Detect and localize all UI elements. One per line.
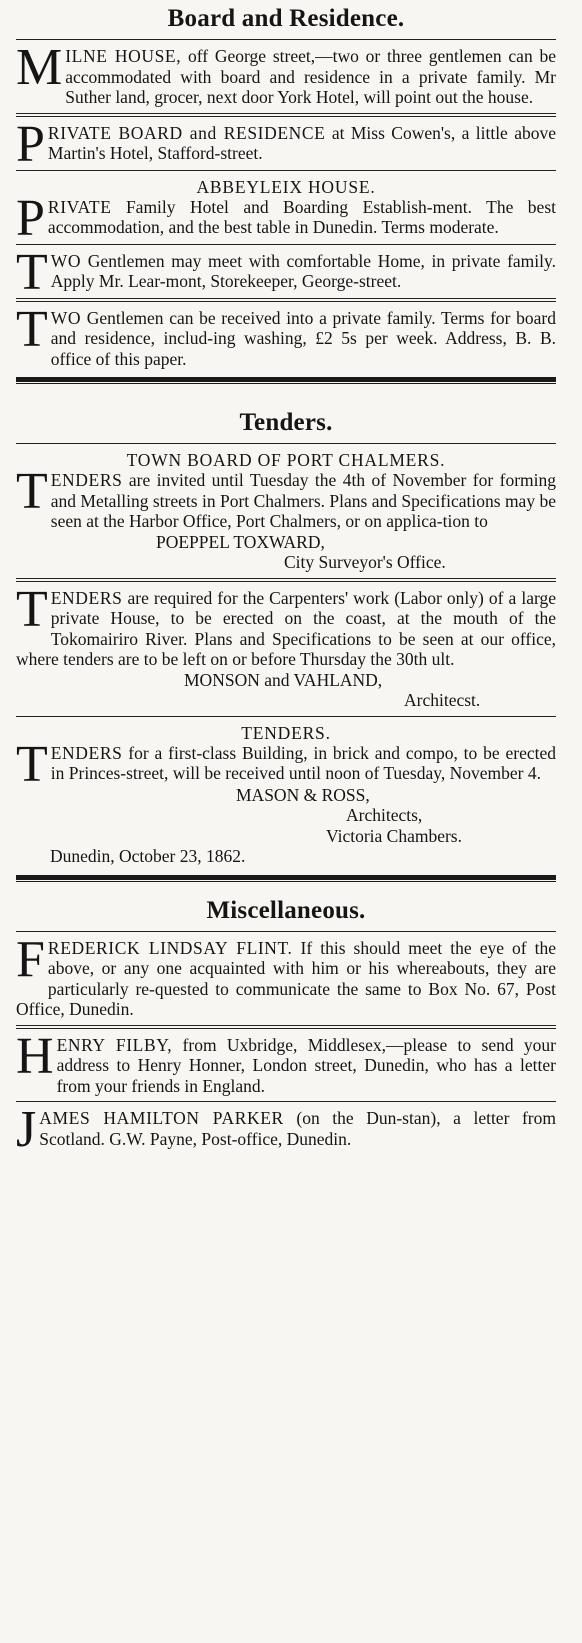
signature-place: Victoria Chambers. [326, 825, 462, 846]
drop-cap: J [16, 1101, 37, 1158]
section-title-tenders: Tenders. [239, 409, 333, 436]
ad-lead: ENDERS [50, 742, 123, 763]
signature-name: POEPPEL TOXWARD, [156, 531, 325, 552]
drop-cap: T [16, 243, 48, 301]
ad-text: (on the Dun-stan), a letter from Scotland. G.W. Payne, Post-office, Dunedin. [39, 1108, 556, 1149]
ad-text: for a first-class Building, in brick and compo, to be erected in Princes-street, will be received until noon of Tuesday, November 4. [50, 742, 556, 783]
ad-henry-filby [16, 1027, 557, 1097]
section-divider [16, 377, 556, 384]
divider [16, 39, 556, 40]
drop-cap: T [16, 463, 48, 520]
ad-lead: RIVATE BOARD and RESIDENCE [47, 122, 326, 143]
signature-role: Architecst. [404, 690, 481, 710]
ad-tender-port-chalmers [16, 463, 556, 532]
drop-cap: P [16, 189, 45, 247]
ad-lead: RIVATE [47, 196, 112, 217]
ad-lead: REDERICK LINDSAY FLINT. [47, 937, 293, 958]
drop-cap: T [16, 735, 48, 793]
ad-text: off George street,—two or three gentlemen can be accommodated with board and residence in a private family. Mr Suther land, grocer, next door York Hotel, will point out the house. [65, 46, 557, 107]
divider [16, 113, 556, 117]
ad-lead: WO [50, 250, 82, 271]
drop-cap: T [16, 300, 48, 358]
drop-cap: P [16, 115, 45, 173]
newspaper-column [16, 0, 557, 1158]
divider [16, 244, 556, 245]
ad-two-gentlemen-home [16, 243, 556, 301]
section-title-board: Board and Residence. [167, 5, 405, 32]
section-title-misc: Miscellaneous. [206, 896, 366, 924]
ad-text: are invited until Tuesday the 4th of November for forming and Metalling streets in Port Chalmers. Plans and Specifications may be seen at the Harbor Office, Port Chalmers, or on applica-tion to [50, 470, 556, 531]
ad-lead: ILNE HOUSE, [65, 46, 182, 66]
dateline: Dunedin, October 23, 1862. [50, 846, 246, 866]
drop-cap: T [16, 580, 48, 638]
ad-private-board [16, 115, 556, 173]
signature-name: MASON & ROSS, [236, 784, 370, 805]
ad-lead: ENDERS [50, 587, 123, 608]
ad-tender-carpenters [16, 580, 556, 670]
ad-heading-tenders: TENDERS. [241, 722, 331, 743]
section-divider [16, 875, 556, 882]
ad-lead: AMES HAMILTON PARKER [39, 1108, 284, 1128]
divider [16, 716, 556, 717]
divider [16, 931, 556, 932]
divider [16, 578, 556, 582]
ad-text: If this should meet the eye of the above, or any one acquainted with him or his whereabouts, they are particularly re-quested to communicate the same to Box No. 67, Post Office, Dunedin. [16, 937, 557, 1019]
signature-name: MONSON and VAHLAND, [184, 669, 383, 690]
ad-text: from Uxbridge, Middlesex,—please to send your address to Henry Honner, London street, Dunedin, who has a letter from your friends in England. [56, 1034, 557, 1096]
ad-heading-port-chalmers: TOWN BOARD OF PORT CHALMERS. [126, 450, 446, 470]
divider [16, 1101, 556, 1102]
ad-tender-building [16, 735, 556, 793]
divider [16, 443, 556, 444]
ad-text: Gentlemen may meet with comfortable Home, in private family. Apply Mr. Lear-mont, Storekeeper, George-street. [50, 250, 556, 291]
ad-frederick-flint [16, 930, 557, 1020]
ad-text: are required for the Carpenters' work (Labor only) of a large private House, to be erected on the coast, at the mouth of the Tokomairiro River. Plans and Specifications to be seen at our office, where tenders are to be left on or before Thursday the 30th ult. [16, 587, 556, 669]
drop-cap: M [16, 39, 63, 96]
ad-two-gentlemen-family [16, 300, 556, 370]
ad-lead: WO [50, 307, 82, 328]
signature-role: Architects, [346, 805, 423, 825]
divider [16, 1025, 556, 1029]
divider [16, 298, 556, 302]
ad-lead: ENRY FILBY, [56, 1034, 173, 1055]
divider [16, 170, 556, 171]
drop-cap: F [16, 930, 45, 988]
ad-text: Gentlemen can be received into a private family. Terms for board and residence, includ-ing washing, £2 5s per week. Address, B. B. office of this paper. [50, 307, 556, 369]
ad-text: at Miss Cowen's, a little above Martin's Hotel, Stafford-street. [47, 122, 556, 163]
ad-james-parker [16, 1101, 556, 1158]
ad-abbeyleix-house [16, 189, 556, 247]
ad-text: Family Hotel and Boarding Establish-ment. The best accommodation, and the best table in Dunedin. Terms moderate. [47, 196, 556, 237]
ad-heading-abbeyleix: ABBEYLEIX HOUSE. [196, 176, 376, 197]
signature-office: City Surveyor's Office. [284, 552, 446, 572]
ad-milne-house [16, 39, 557, 108]
ad-lead: ENDERS [50, 470, 123, 490]
drop-cap: H [16, 1027, 54, 1085]
